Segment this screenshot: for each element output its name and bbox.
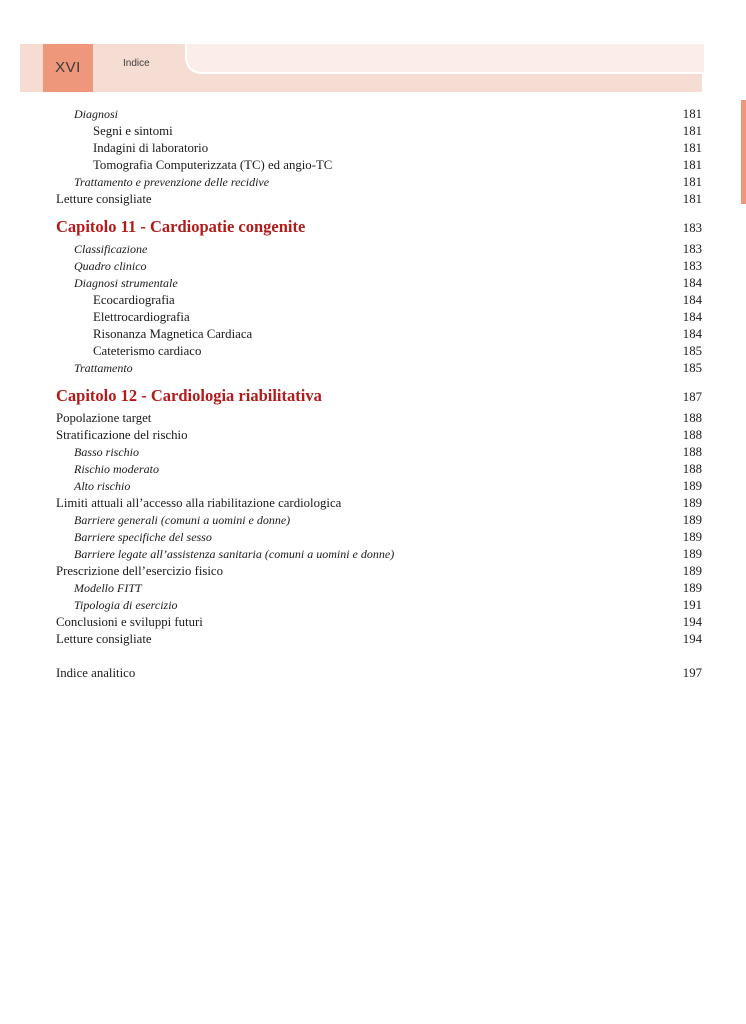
- toc-entry-title: Prescrizione dell’esercizio fisico: [56, 564, 223, 578]
- toc-entry-page: 184: [682, 276, 702, 290]
- toc-entry-title: Limiti attuali all’accesso alla riabilitazione cardiologica: [56, 496, 342, 510]
- toc-entry-page: 188: [682, 428, 702, 442]
- toc-entry-page: 185: [682, 361, 702, 375]
- toc-entry-page: 185: [682, 344, 702, 358]
- toc-entry-title: Cateterismo cardiaco: [93, 344, 202, 358]
- toc-entry[interactable]: [56, 326, 702, 343]
- toc-entry-title: Classificazione: [74, 242, 148, 256]
- spacer: [56, 648, 702, 665]
- toc-entry[interactable]: [56, 597, 702, 614]
- toc-entry[interactable]: [56, 580, 702, 597]
- toc-entry-title: Basso rischio: [74, 445, 140, 459]
- toc-entry[interactable]: [56, 258, 702, 275]
- toc-entry-page: 188: [682, 411, 702, 425]
- toc-entry-title: Tomografia Computerizzata (TC) ed angio-TC: [93, 158, 333, 172]
- table-of-contents: [56, 106, 702, 682]
- toc-entry-title: Diagnosi: [74, 107, 119, 121]
- toc-entry[interactable]: [56, 427, 702, 444]
- toc-entry-title: Barriere specifiche del sesso: [74, 530, 212, 544]
- toc-entry-page: 189: [682, 496, 702, 510]
- toc-entry[interactable]: [56, 546, 702, 563]
- toc-entry-page: 188: [682, 462, 702, 476]
- toc-entry-page: 181: [682, 192, 702, 206]
- toc-entry[interactable]: [56, 512, 702, 529]
- toc-entry-page: 184: [682, 327, 702, 341]
- toc-entry-title: Indice analitico: [56, 666, 136, 680]
- toc-entry[interactable]: [56, 191, 702, 208]
- toc-entry-page: 184: [682, 310, 702, 324]
- toc-entry-page: 181: [682, 124, 702, 138]
- toc-entry[interactable]: [56, 343, 702, 360]
- toc-entry[interactable]: [56, 563, 702, 580]
- toc-entry-title: Trattamento: [74, 361, 133, 375]
- toc-chapter-11[interactable]: [56, 215, 702, 238]
- toc-entry-page: 183: [682, 259, 702, 273]
- toc-entry-title: Barriere legate all’assistenza sanitaria (comuni a uomini e donne): [74, 547, 395, 561]
- toc-entry-title: Modello FITT: [74, 581, 142, 595]
- toc-entry[interactable]: [56, 106, 702, 123]
- toc-entry[interactable]: [56, 241, 702, 258]
- toc-entry[interactable]: [56, 495, 702, 512]
- toc-entry-page: 184: [682, 293, 702, 307]
- toc-entry-page: 197: [682, 666, 702, 680]
- toc-entry[interactable]: [56, 461, 702, 478]
- toc-entry-title: Stratificazione del rischio: [56, 428, 188, 442]
- toc-entry-title: Tipologia di esercizio: [74, 598, 178, 612]
- toc-entry-title: Quadro clinico: [74, 259, 147, 273]
- chapter-title: Capitolo 12 - Cardiologia riabilitativa: [56, 386, 322, 405]
- toc-entry-page: 189: [682, 530, 702, 544]
- toc-entry-page: 191: [682, 598, 702, 612]
- toc-entry[interactable]: [56, 292, 702, 309]
- toc-entry[interactable]: [56, 309, 702, 326]
- toc-entry-title: Indagini di laboratorio: [93, 141, 209, 155]
- toc-entry-title: Diagnosi strumentale: [74, 276, 178, 290]
- toc-entry-page: 194: [682, 632, 702, 646]
- edge-thumb-tab: [741, 100, 746, 204]
- toc-entry-title: Segni e sintomi: [93, 124, 173, 138]
- toc-entry[interactable]: [56, 529, 702, 546]
- toc-entry-page: 194: [682, 615, 702, 629]
- toc-entry-page: 189: [682, 581, 702, 595]
- toc-chapter-12[interactable]: [56, 384, 702, 407]
- section-label: Indice: [123, 58, 150, 69]
- page-number: XVI: [43, 44, 93, 92]
- toc-entry[interactable]: [56, 360, 702, 377]
- toc-entry-title: Risonanza Magnetica Cardiaca: [93, 327, 253, 341]
- toc-entry-page: 189: [682, 547, 702, 561]
- toc-entry[interactable]: [56, 174, 702, 191]
- toc-entry-page: 181: [682, 158, 702, 172]
- chapter-page: 183: [682, 221, 702, 235]
- toc-entry-page: 181: [682, 107, 702, 121]
- toc-entry-page: 183: [682, 242, 702, 256]
- toc-entry-page: 189: [682, 479, 702, 493]
- toc-entry[interactable]: [56, 157, 702, 174]
- toc-entry-page: 189: [682, 564, 702, 578]
- chapter-page: 187: [682, 390, 702, 404]
- toc-entry[interactable]: [56, 140, 702, 157]
- toc-entry-title: Barriere generali (comuni a uomini e donne): [74, 513, 291, 527]
- toc-entry-title: Popolazione target: [56, 411, 152, 425]
- toc-entry[interactable]: [56, 478, 702, 495]
- toc-entry[interactable]: [56, 410, 702, 427]
- toc-entry-title: Letture consigliate: [56, 632, 152, 646]
- toc-entry-page: 181: [682, 141, 702, 155]
- toc-entry-title: Trattamento e prevenzione delle recidive: [74, 175, 270, 189]
- toc-entry[interactable]: [56, 444, 702, 461]
- toc-entry[interactable]: [56, 123, 702, 140]
- toc-entry-title: Rischio moderato: [74, 462, 159, 476]
- toc-entry-page: 181: [682, 175, 702, 189]
- toc-index-entry[interactable]: [56, 665, 702, 682]
- toc-entry-title: Letture consigliate: [56, 192, 152, 206]
- toc-entry[interactable]: [56, 631, 702, 648]
- toc-entry-title: Alto rischio: [74, 479, 131, 493]
- toc-entry[interactable]: [56, 275, 702, 292]
- toc-entry-page: 189: [682, 513, 702, 527]
- toc-entry-title: Conclusioni e sviluppi futuri: [56, 615, 203, 629]
- toc-entry[interactable]: [56, 614, 702, 631]
- toc-entry-page: 188: [682, 445, 702, 459]
- chapter-title: Capitolo 11 - Cardiopatie congenite: [56, 217, 306, 236]
- toc-entry-title: Elettrocardiografia: [93, 310, 190, 324]
- toc-entry-title: Ecocardiografia: [93, 293, 175, 307]
- header-tab-shape: [185, 44, 704, 74]
